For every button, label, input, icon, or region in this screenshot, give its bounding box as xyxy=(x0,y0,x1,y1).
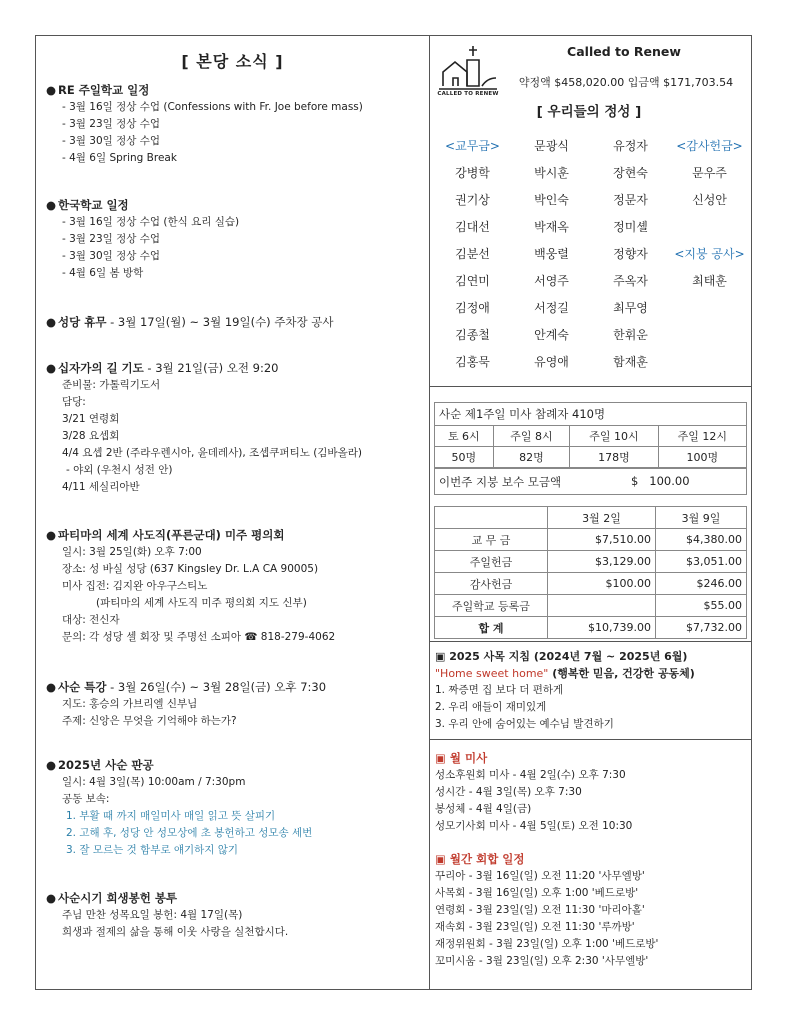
offering-table: 3월 2일 3월 9일 교 무 금 $7,510.00 $4,380.00 주일헌금 $3,129.00 $3,051.00 감사헌금 $100.00 $246.00 주일학교 등록금 $55.00 합 계 $10,739.00 $7,732.00 xyxy=(434,506,747,639)
pastoral-guideline-section: ▣ 2025 사목 지침 (2024년 7월 ~ 2025년 6월) "Home sweet home" (행복한 믿음, 건강한 공동체) 1. 짜증면 집 보다 더 편하게 2. 우리 애들이 재미있게 3. 우리 안에 숨어있는 예수님 발견하기 xyxy=(435,650,695,730)
donor-name: 신성안 xyxy=(692,193,727,207)
bullet-icon: ● xyxy=(46,758,57,772)
donor-name: 서영주 xyxy=(534,274,569,288)
table-row: 주일헌금 $3,129.00 $3,051.00 xyxy=(435,551,747,573)
called-to-renew-logo: CALLED TO RENEW xyxy=(437,42,499,100)
donor-name: 한휘운 xyxy=(613,328,648,342)
donor-name: 김대선 xyxy=(455,220,490,234)
donor-name: 백웅렬 xyxy=(534,247,569,261)
table-row: 주일학교 등록금 $55.00 xyxy=(435,595,747,617)
church-closure-section: ● 성당 휴무 - 3월 17일(월) ~ 3월 19일(수) 주차장 공사 xyxy=(46,315,334,329)
donor-row xyxy=(433,132,749,159)
monthly-meetings-section: ▣ 월간 회합 일정 꾸리아 - 3월 16일(일) 오전 11:20 '사무엘방' 사목회 - 3월 16일(일) 오후 1:00 '베드로방' 연령회 - 3월 23일(일) 오전 11:30 '마리아홀' 재속회 - 3월 23일(일) 오전 11:30 '루까방' 재정위원회 - 3월 23일(일) 오후 1:00 '베드로방' 꼬미시움 - 3월 23일(일) 오후 2:30 '사무엘방' xyxy=(435,852,659,967)
monthly-mass-section: ▣ 월 미사 성소후원회 미사 - 4월 2일(수) 오후 7:30 성시간 - 4월 3일(목) 오후 7:30 봉성체 - 4월 4일(금) 성모기사회 미사 - 4월 5일(토) 오전 10:30 xyxy=(435,751,633,832)
bullet-icon: ● xyxy=(46,198,57,212)
roof-fund-box: 이번주 지붕 보수 모금액 $ 100.00 xyxy=(434,468,747,495)
sacrifice-envelope-section: ● 사순시기 희생봉헌 봉투 주님 만찬 성목요일 봉헌: 4월 17일(목) 희생과 절제의 삶을 통해 이웃 사랑을 실천합시다. xyxy=(46,891,289,938)
donor-category-label: <지붕 공사> xyxy=(674,247,745,261)
parish-news-column xyxy=(36,36,430,989)
donor-name: 주옥자 xyxy=(613,274,648,288)
donor-name: 정문자 xyxy=(613,193,648,207)
donor-name: 장현숙 xyxy=(613,166,648,180)
donor-row xyxy=(433,267,749,294)
donor-name: 박재옥 xyxy=(534,220,569,234)
donor-name: 정미셸 xyxy=(613,220,648,234)
donor-category-label: <교무금> xyxy=(445,139,500,153)
bullet-icon: ● xyxy=(46,528,57,542)
donor-name: 최태훈 xyxy=(692,274,727,288)
donor-row xyxy=(433,294,749,321)
donor-row xyxy=(433,321,749,348)
donor-name: 함재훈 xyxy=(613,355,648,369)
donor-row xyxy=(433,159,749,186)
donor-name: 김연미 xyxy=(455,274,490,288)
bullet-icon: ● xyxy=(46,891,57,905)
bullet-icon: ● xyxy=(46,680,57,694)
donor-name: 최무영 xyxy=(613,301,648,315)
korean-school-section: ● 한국학교 일정 - 3월 16일 정상 수업 (한식 요리 실습) - 3월 23일 정상 수업 - 3월 30일 정상 수업 - 4월 6일 봄 방학 xyxy=(46,198,240,279)
donor-name: 박시훈 xyxy=(534,166,569,180)
divider xyxy=(429,739,751,740)
lenten-confession-section: ● 2025년 사순 판공 일시: 4월 3일(목) 10:00am / 7:30pm 공동 보속: 1. 부활 때 까지 매일미사 매일 읽고 뜻 살피기 2. 고해 후, 성당 안 성모상에 초 봉헌하고 성모송 세번 3. 잘 모르는 것 함부로 얘기하지 않기 xyxy=(46,758,313,856)
parish-news-title: [ 본당 소식 ] xyxy=(181,52,284,71)
offering-column xyxy=(429,36,751,989)
donor-row xyxy=(433,186,749,213)
fatima-section: ● 파티마의 세계 사도직(푸른군대) 미주 평의회 일시: 3월 25일(화) 오후 7:00 장소: 성 바실 성당 (637 Kingsley Dr. L.A CA 90005) 미사 집전: 김지완 아우구스티노 (파티마의 세계 사도직 미주 평의회 지도 신부) 대상: 전신자 문의: 각 성당 셀 회장 및 주명선 소피아 ☎ 818-279-4062 xyxy=(46,528,336,643)
donor-name: 서정길 xyxy=(534,301,569,315)
donor-row xyxy=(433,348,749,375)
donor-name: 김분선 xyxy=(455,247,490,261)
donor-names-grid xyxy=(433,132,749,375)
donor-name: 유정자 xyxy=(613,139,648,153)
stations-of-cross-section: ● 십자가의 길 기도 - 3월 21일(금) 오전 9:20 준비물: 가톨릭기도서 담당: 3/21 연령회 3/28 요셉회 4/4 요셉 2반 (주라우렌시아, 윤데레사), 조셉쿠퍼티노 (김바올라) - 야외 (우천시 성전 안) 4/11 세실리아반 xyxy=(46,361,362,493)
pledge-amounts: 약정액 $458,020.00 입금액 $171,703.54 xyxy=(518,76,734,89)
bullet-icon: ● xyxy=(46,361,57,375)
campaign-title: Called to Renew xyxy=(567,44,681,59)
donor-name: 김정애 xyxy=(455,301,490,315)
donor-name: 김종철 xyxy=(455,328,490,342)
donor-name: 정향자 xyxy=(613,247,648,261)
donor-name: 안계숙 xyxy=(534,328,569,342)
donor-name: 박인숙 xyxy=(534,193,569,207)
donor-row xyxy=(433,240,749,267)
donor-name: 문우주 xyxy=(692,166,727,180)
donor-name: 김홍묵 xyxy=(455,355,490,369)
divider xyxy=(429,386,751,387)
attendance-table: 사순 제1주일 미사 참례자 410명 토 6시 주일 8시 주일 10시 주일 12시 50명 82명 178명 100명 xyxy=(434,402,747,468)
bullet-icon: ● xyxy=(46,315,57,329)
lenten-lecture-section: ● 사순 특강 - 3월 26일(수) ~ 3월 28일(금) 오후 7:30 지도: 홍승의 가브리엘 신부님 주제: 신앙은 무엇을 기억해야 하는가? xyxy=(46,680,327,727)
table-row: 감사헌금 $100.00 $246.00 xyxy=(435,573,747,595)
re-school-section: ● RE 주일학교 일정 - 3월 16일 정상 수업 (Confessions with Fr. Joe before mass) - 3월 23일 정상 수업 - 3월 30일 정상 수업 - 4월 6일 Spring Break xyxy=(46,83,363,164)
donor-name: 문광식 xyxy=(534,139,569,153)
bullet-icon: ● xyxy=(46,83,57,97)
table-row: 합 계 $10,739.00 $7,732.00 xyxy=(435,617,747,639)
table-row: 교 무 금 $7,510.00 $4,380.00 xyxy=(435,529,747,551)
donor-row xyxy=(433,213,749,240)
donor-name: 권기상 xyxy=(455,193,490,207)
donor-name: 강병학 xyxy=(455,166,490,180)
donor-category-label: <감사헌금> xyxy=(676,139,743,153)
divider xyxy=(429,641,751,642)
donor-name: 유영애 xyxy=(534,355,569,369)
donors-title: [ 우리들의 정성 ] xyxy=(536,104,642,120)
bulletin-page xyxy=(35,35,752,990)
